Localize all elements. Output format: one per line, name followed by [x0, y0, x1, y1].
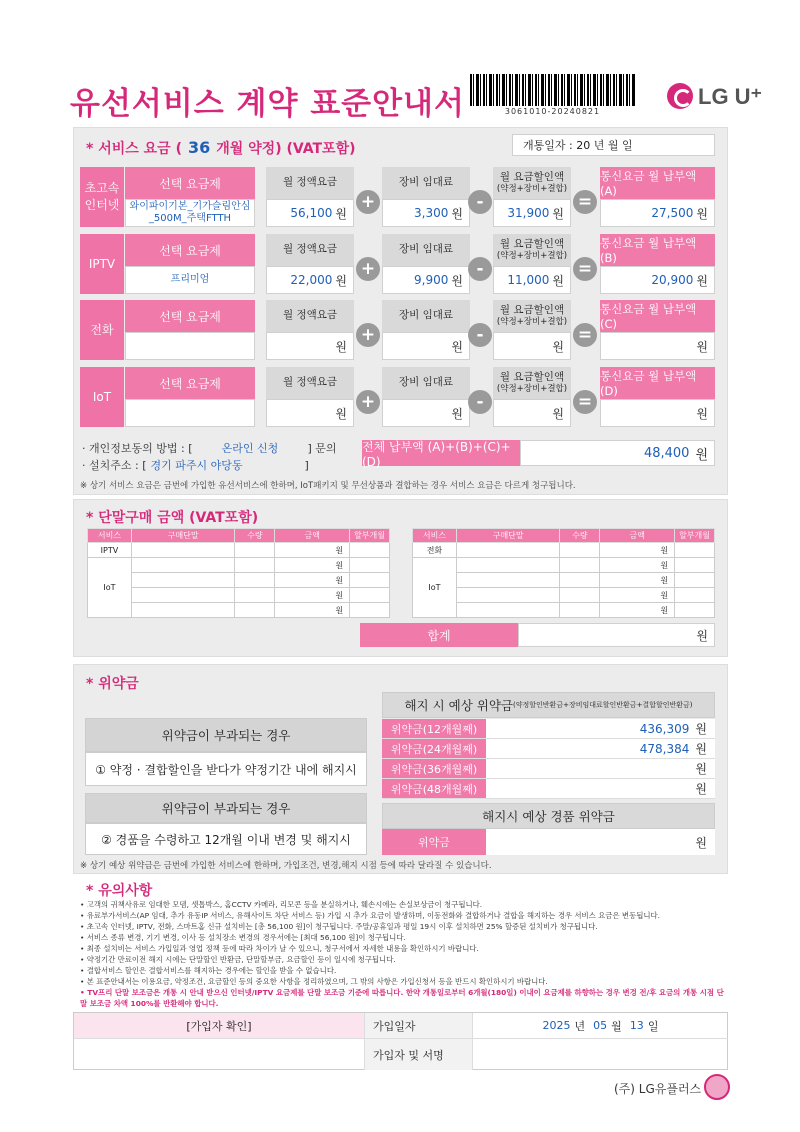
- rental-value[interactable]: [382, 332, 470, 360]
- caution-item: • 서비스 종류 변경, 기기 변경, 이사 등 설치장소 변경의 경우서에는 [최대 56,100 원]이 청구됩니다.: [80, 933, 406, 942]
- won-unit: 원: [660, 590, 669, 600]
- penalty-case-desc-2: ② 경품을 수령하고 12개월 이내 변경 및 해지시: [85, 823, 367, 855]
- won-unit: 원: [660, 575, 669, 585]
- discount-header: [493, 300, 571, 332]
- rental-header: 장비 임대료: [382, 367, 470, 399]
- penalty-row-label: 위약금(48개월째): [382, 779, 486, 798]
- device-amount[interactable]: [600, 543, 675, 558]
- table-row: [413, 603, 715, 618]
- grand-total-value: [520, 440, 715, 466]
- total-amount: 27,500: [651, 206, 694, 220]
- device-amount[interactable]: [600, 588, 675, 603]
- won-unit: 원: [552, 273, 564, 288]
- device-col-header: 구매단말: [456, 529, 560, 543]
- rental-amount: 3,300: [414, 206, 449, 220]
- device-amount[interactable]: [275, 588, 350, 603]
- caution-item: • 본 표준안내서는 이용요금, 약정조건, 요금할인 등의 중요한 사항을 정리하였으며, 그 밖의 사항은 가입신청서 등을 반드시 확인하시기 바랍니다.: [80, 977, 548, 986]
- device-model[interactable]: [131, 573, 235, 588]
- device-qty[interactable]: [235, 543, 275, 558]
- device-qty[interactable]: [235, 603, 275, 618]
- confirm-year-unit: 년: [574, 1019, 586, 1033]
- won-unit: 원: [335, 406, 347, 421]
- total-header: 통신요금 월 납부액 (B): [600, 234, 715, 266]
- gift-penalty-row: [382, 829, 715, 855]
- penalty-row-value[interactable]: [486, 739, 715, 758]
- won-unit: 원: [660, 560, 669, 570]
- plan-value[interactable]: 와이파이기본_기가슬림안심_500M_주택FTTH: [125, 199, 255, 227]
- won-unit: 원: [335, 273, 347, 288]
- grand-total-label: 전체 납부액 (A)+(B)+(C)+(D): [362, 440, 520, 466]
- device-qty[interactable]: [560, 558, 600, 573]
- table-row: [88, 588, 390, 603]
- plan-value[interactable]: [125, 332, 255, 360]
- device-table-right-wrap: [412, 528, 715, 618]
- won-unit: 원: [335, 605, 344, 615]
- discount-header-sub: (약정+장비+결합): [496, 317, 568, 328]
- equals-icon: =: [573, 390, 597, 414]
- company-seal-icon: [704, 1074, 730, 1100]
- service-fee-title-suffix: 개월 약정) (VAT포함): [216, 141, 356, 157]
- device-col-header: 서비스: [88, 529, 132, 543]
- plus-icon: +: [356, 190, 380, 214]
- rental-header: 장비 임대료: [382, 300, 470, 332]
- device-installment[interactable]: [350, 558, 390, 573]
- device-sum-value: [518, 623, 715, 647]
- device-service: IoT: [413, 558, 457, 618]
- monthly-header: 월 정액요금: [266, 300, 354, 332]
- won-unit: 원: [695, 447, 708, 463]
- device-model[interactable]: [456, 588, 560, 603]
- penalty-row-value[interactable]: [486, 719, 715, 738]
- caution-list: [80, 899, 725, 1009]
- penalty-amount: 478,384: [639, 741, 690, 756]
- address-line: [82, 457, 309, 473]
- gift-penalty-title: 해지시 예상 경품 위약금: [382, 803, 715, 829]
- device-installment[interactable]: [350, 543, 390, 558]
- expected-penalty-header: [382, 692, 715, 718]
- table-row: [413, 588, 715, 603]
- rental-header: 장비 임대료: [382, 167, 470, 199]
- device-model[interactable]: [131, 603, 235, 618]
- device-model[interactable]: [131, 543, 235, 558]
- minus-icon: -: [468, 257, 492, 281]
- caution-title: * 유의사항: [86, 883, 153, 899]
- confirm-date-label: 가입일자: [364, 1013, 472, 1038]
- won-unit: 원: [696, 406, 708, 421]
- device-installment[interactable]: [350, 603, 390, 618]
- confirm-blank: [74, 1038, 364, 1070]
- plan-header: 선택 요금제: [125, 300, 255, 332]
- logo-text: LG U⁺: [698, 84, 763, 109]
- grand-total-amount: 48,400: [643, 445, 690, 461]
- plus-icon: +: [356, 390, 380, 414]
- gift-penalty-won: 원: [695, 835, 707, 850]
- device-col-header: 할부개월: [675, 529, 715, 543]
- expected-penalty-sub: (약정할인반환금+장비임대료할인반환금+결합할인반환금): [513, 701, 693, 709]
- discount-header-label: 월 요금할인액: [499, 304, 565, 317]
- won-unit: 원: [696, 273, 708, 288]
- plan-value[interactable]: 프리미엄: [125, 266, 255, 294]
- device-installment[interactable]: [675, 543, 715, 558]
- confirm-date-value[interactable]: [472, 1013, 728, 1038]
- device-installment[interactable]: [675, 573, 715, 588]
- device-model[interactable]: [456, 543, 560, 558]
- device-table-left: [87, 528, 390, 618]
- discount-header-sub: (약정+장비+결합): [496, 384, 568, 395]
- won-unit: 원: [695, 762, 707, 776]
- device-col-header: 할부개월: [350, 529, 390, 543]
- monthly-value[interactable]: [266, 199, 354, 227]
- minus-icon: -: [468, 390, 492, 414]
- monthly-amount: 56,100: [290, 206, 333, 220]
- penalty-case-title-2: 위약금이 부과되는 경우: [85, 793, 367, 823]
- won-unit: 원: [335, 575, 344, 585]
- rental-header: 장비 임대료: [382, 234, 470, 266]
- penalty-row: [382, 739, 715, 759]
- address-end: ]: [304, 459, 309, 472]
- monthly-value[interactable]: [266, 332, 354, 360]
- won-unit: 원: [451, 273, 463, 288]
- monthly-header: 월 정액요금: [266, 367, 354, 399]
- discount-value[interactable]: [493, 266, 571, 294]
- plan-header: 선택 요금제: [125, 367, 255, 399]
- penalty-case-title-1: 위약금이 부과되는 경우: [85, 718, 367, 752]
- device-installment[interactable]: [675, 588, 715, 603]
- device-qty[interactable]: [235, 588, 275, 603]
- plus-icon: +: [356, 257, 380, 281]
- device-qty[interactable]: [560, 603, 600, 618]
- device-table-right: [412, 528, 715, 618]
- discount-header-label: 월 요금할인액: [499, 371, 565, 384]
- table-row: [413, 573, 715, 588]
- caution-item: • 최종 설치비는 서비스 가입일과 영업 정책 등에 따라 차이가 날 수 있으니, 청구서에서 자세한 내용을 확인하시기 바랍니다.: [80, 944, 479, 953]
- won-unit: 원: [660, 605, 669, 615]
- device-col-header: 금액: [275, 529, 350, 543]
- company-name: (주) LG유플러스: [614, 1082, 702, 1096]
- monthly-header: 월 정액요금: [266, 167, 354, 199]
- table-row: [88, 603, 390, 618]
- caution-item: • 유료부가서비스(AP 임대, 추가 유동IP 서비스, 유해사이트 차단 서비스 등) 가입 시 추가 요금이 발생하며, 이동전화와 결합하거나 결합을 해지하는 경우 서비스 요금은 변동됩니다.: [80, 911, 660, 920]
- sign-label: 가입자 및 서명: [364, 1038, 472, 1070]
- discount-header-label: 월 요금할인액: [499, 238, 565, 251]
- minus-icon: -: [468, 323, 492, 347]
- device-model[interactable]: [131, 588, 235, 603]
- caution-item: • 결합서비스 할인은 결합서비스를 해지하는 경우에는 할인을 받을 수 없습니다.: [80, 966, 337, 975]
- discount-header: [493, 367, 571, 399]
- device-col-header: 서비스: [413, 529, 457, 543]
- device-qty[interactable]: [560, 588, 600, 603]
- device-service: IoT: [88, 558, 132, 618]
- confirm-day: 13: [629, 1019, 644, 1032]
- total-amount: 20,900: [651, 273, 694, 287]
- minus-icon: -: [468, 190, 492, 214]
- penalty-row-label: 위약금(12개월째): [382, 719, 486, 738]
- device-amount[interactable]: [600, 603, 675, 618]
- won-unit: 원: [552, 206, 564, 221]
- device-table-left-wrap: [87, 528, 390, 618]
- won-unit: 원: [451, 406, 463, 421]
- device-amount[interactable]: [600, 558, 675, 573]
- rental-value[interactable]: [382, 266, 470, 294]
- won-unit: 원: [660, 545, 669, 555]
- penalty-title: * 위약금: [86, 676, 139, 692]
- device-service: IPTV: [88, 543, 132, 558]
- discount-amount: 11,000: [507, 273, 550, 287]
- discount-amount: 31,900: [507, 206, 550, 220]
- won-unit: 원: [695, 722, 707, 736]
- expected-penalty-rows: [382, 719, 715, 799]
- monthly-value[interactable]: [266, 399, 354, 427]
- total-header: 통신요금 월 납부액 (C): [600, 300, 715, 332]
- monthly-header: 월 정액요금: [266, 234, 354, 266]
- device-service: 전화: [413, 543, 457, 558]
- rental-value[interactable]: [382, 399, 470, 427]
- penalty-amount: 436,309: [639, 721, 690, 736]
- total-value[interactable]: [600, 399, 715, 427]
- device-model[interactable]: [456, 573, 560, 588]
- penalty-row: [382, 719, 715, 739]
- won-unit: 원: [552, 339, 564, 354]
- device-model[interactable]: [131, 558, 235, 573]
- privacy-label: · 개인정보동의 방법 : [: [82, 442, 193, 455]
- won-unit: 원: [335, 339, 347, 354]
- discount-header-sub: (약정+장비+결합): [496, 251, 568, 262]
- total-header: 통신요금 월 납부액 (A): [600, 167, 715, 199]
- plan-header: 선택 요금제: [125, 234, 255, 266]
- discount-value[interactable]: [493, 332, 571, 360]
- caution-item: • TV프리 단말 보조금은 개통 시 안내 받으신 인터넷/IPTV 요금제를 단말 보조금 기준에 따릅니다. 한약 개통일로부터 6개월(180일) 이내이 요금제를 하향하는 경우 변경 전/후 요금의 개통 시점 단말 보조금 차액 100%를 반환해야 합니다.: [80, 988, 724, 1008]
- device-amount[interactable]: [275, 573, 350, 588]
- device-amount[interactable]: [275, 543, 350, 558]
- won-unit: 원: [695, 782, 707, 796]
- plus-icon: +: [356, 323, 380, 347]
- caution-item: • 고객의 귀책사유로 임대한 모뎀, 셋톱박스, 홈CCTV 카메라, 리모콘 등을 분실하거나, 훼손시에는 손실보상금이 청구됩니다.: [80, 900, 483, 909]
- won-unit: 원: [335, 590, 344, 600]
- won-unit: 원: [696, 339, 708, 354]
- device-installment[interactable]: [675, 558, 715, 573]
- device-installment[interactable]: [350, 573, 390, 588]
- confirm-table: [73, 1012, 728, 1070]
- plan-header: 선택 요금제: [125, 167, 255, 199]
- won-unit: 원: [335, 560, 344, 570]
- monthly-value[interactable]: [266, 266, 354, 294]
- penalty-row-label: 위약금(36개월째): [382, 759, 486, 778]
- monthly-amount: 22,000: [290, 273, 333, 287]
- device-installment[interactable]: [350, 588, 390, 603]
- device-amount[interactable]: [275, 558, 350, 573]
- equals-icon: =: [573, 323, 597, 347]
- discount-header: [493, 167, 571, 199]
- confirm-month: 05: [593, 1019, 608, 1032]
- penalty-row: [382, 759, 715, 779]
- table-row: [88, 573, 390, 588]
- device-col-header: 금액: [600, 529, 675, 543]
- device-qty[interactable]: [560, 573, 600, 588]
- page-title: 유선서비스 계약 표준안내서: [70, 86, 465, 122]
- barcode-number: 3061010-20240821: [504, 107, 601, 116]
- confirm-month-unit: 월: [611, 1019, 622, 1033]
- penalty-row-label: 위약금(24개월째): [382, 739, 486, 758]
- device-amount[interactable]: [275, 603, 350, 618]
- gift-penalty-label: 위약금: [382, 829, 486, 855]
- confirm-day-unit: 일: [647, 1019, 659, 1033]
- discount-value[interactable]: [493, 399, 571, 427]
- plan-value[interactable]: [125, 399, 255, 427]
- total-value[interactable]: [600, 332, 715, 360]
- table-row: [88, 558, 390, 573]
- device-sum-won: 원: [696, 628, 708, 643]
- won-unit: 원: [451, 206, 463, 221]
- discount-header: [493, 234, 571, 266]
- gift-penalty-value: [486, 829, 715, 855]
- service-fee-note: ※ 상기 서비스 요금은 금번에 가입한 유선서비스에 한하며, IoT패키지 및 무선상품과 결합하는 경우 서비스 요금은 다르게 청구됩니다.: [80, 481, 576, 491]
- equals-icon: =: [573, 190, 597, 214]
- equals-icon: =: [573, 257, 597, 281]
- rental-amount: 9,900: [414, 273, 449, 287]
- table-row: [413, 558, 715, 573]
- expected-penalty-title: 해지 시 예상 위약금: [404, 698, 514, 713]
- won-unit: 원: [695, 742, 707, 756]
- privacy-value[interactable]: 온라인 신청: [221, 442, 279, 455]
- device-col-header: 수량: [235, 529, 275, 543]
- device-sum-label: 합계: [360, 623, 518, 647]
- device-installment[interactable]: [675, 603, 715, 618]
- rental-value[interactable]: [382, 199, 470, 227]
- won-unit: 원: [451, 339, 463, 354]
- service-fee-title-prefix: * 서비스 요금 (: [86, 141, 182, 157]
- row-label: 초고속 인터넷: [80, 167, 124, 227]
- device-model[interactable]: [456, 603, 560, 618]
- total-value[interactable]: [600, 266, 715, 294]
- confirm-label: [가입자 확인]: [74, 1013, 364, 1038]
- device-model[interactable]: [456, 558, 560, 573]
- table-row: [413, 543, 715, 558]
- sign-field[interactable]: [472, 1038, 728, 1070]
- open-date-field[interactable]: 개통일자 : 20 년 월 일: [512, 134, 715, 156]
- contract-months: 36: [187, 138, 211, 157]
- confirm-year: 2025: [542, 1019, 571, 1032]
- caution-item: • 약정기간 만료이전 해지 시에는 단말할인 반환금, 단말할부금, 요금할인 등이 일시에 청구됩니다.: [80, 955, 396, 964]
- penalty-case-desc-1: ① 약정 · 결합할인을 받다가 약정기간 내에 해지시: [85, 752, 367, 786]
- row-label: IPTV: [80, 234, 124, 294]
- address-label: · 설치주소 : [: [82, 459, 147, 472]
- device-title: * 단말구매 금액 (VAT포함): [86, 510, 259, 526]
- barcode: [470, 74, 635, 106]
- table-row: [88, 543, 390, 558]
- won-unit: 원: [696, 206, 708, 221]
- device-qty[interactable]: [560, 543, 600, 558]
- penalty-row-value[interactable]: [486, 759, 715, 778]
- device-qty[interactable]: [235, 558, 275, 573]
- privacy-line: [82, 440, 337, 456]
- won-unit: 원: [335, 545, 344, 555]
- device-qty[interactable]: [235, 573, 275, 588]
- discount-header-sub: (약정+장비+결합): [496, 184, 568, 195]
- total-header: 통신요금 월 납부액 (D): [600, 367, 715, 399]
- device-col-header: 수량: [560, 529, 600, 543]
- caution-item: • 초고속 인터넷, IPTV, 전화, 스마트홈 신규 설치비는 [총 56,100 원]이 청구됩니다. 주말/공휴일과 평일 19시 이후 설치하면 25% 할증된 설치비가 청구됩니다.: [80, 922, 598, 931]
- penalty-note: ※ 상기 예상 위약금은 금번에 가입한 서비스에 한하며, 가입조건, 변경,해지 시점 등에 따라 달라질 수 있습니다.: [80, 861, 492, 871]
- discount-header-label: 월 요금할인액: [499, 171, 565, 184]
- row-label: IoT: [80, 367, 124, 427]
- privacy-end: ] 문의: [307, 442, 337, 455]
- lg-logo-icon: [667, 83, 693, 109]
- row-label: 전화: [80, 300, 124, 360]
- service-fee-title: [86, 138, 356, 158]
- won-unit: 원: [335, 206, 347, 221]
- total-value[interactable]: [600, 199, 715, 227]
- discount-value[interactable]: [493, 199, 571, 227]
- penalty-row: [382, 779, 715, 799]
- device-col-header: 구매단말: [131, 529, 235, 543]
- device-amount[interactable]: [600, 573, 675, 588]
- penalty-row-value[interactable]: [486, 779, 715, 798]
- won-unit: 원: [552, 406, 564, 421]
- address-value[interactable]: 경기 파주시 야당동: [150, 459, 243, 472]
